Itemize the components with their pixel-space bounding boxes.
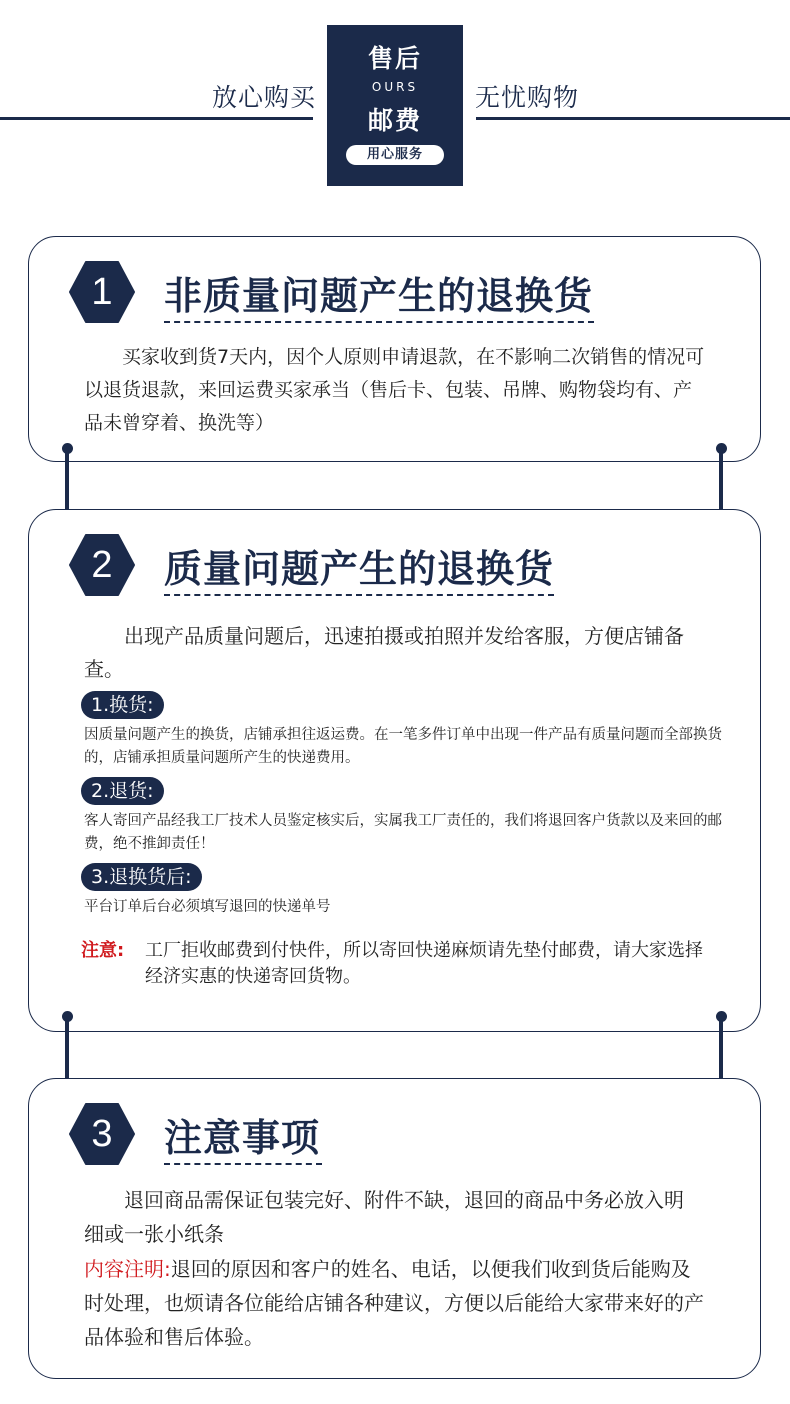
section3-body: 退回商品需保证包装完好、附件不缺，退回的商品中务必放入明细或一张小纸条 [84, 1188, 684, 1246]
section2-card [28, 509, 761, 1032]
section3-note [84, 1252, 710, 1354]
section2-text-exchange: 因质量问题产生的换货，店铺承担往返运费。在一笔多件订单中出现一件产品有质量问题而全部换货的，店铺承担质量问题所产生的快递费用。 [84, 727, 722, 766]
header-badge-line2: OURS [371, 80, 419, 94]
section1-body: 买家收到货7天内，因个人原则申请退款，在不影响二次销售的情况可以退货退款，来回运费买家承当（售后卡、包装、吊牌、购物袋均有、产品未曾穿着、换洗等） [84, 346, 705, 434]
section3-card [28, 1078, 761, 1379]
header-badge [327, 25, 463, 186]
section3-number: 3 [91, 1113, 113, 1155]
header-right-slogan: 无忧购物 [475, 83, 580, 112]
header-badge-pill: 用心服务 [346, 145, 444, 165]
section2-tag-after-return: 3.退换货后: [81, 863, 202, 891]
section3-number-badge [69, 1101, 135, 1167]
section3-note-text: 退回的原因和客户的姓名、电话，以便我们收到货后能购及时处理，也烦请各位能给店铺各种建议，方便以后能给大家带来好的产品体验和售后体验。 [84, 1257, 704, 1349]
section2-text-after-return: 平台订单后台必须填写退回的快递单号 [84, 899, 331, 915]
connector-dot [716, 1011, 727, 1022]
section2-title: 质量问题产生的退换货 [164, 547, 555, 591]
header-badge-line1: 售后 [367, 44, 422, 73]
section2-tag-return: 2.退货: [81, 777, 164, 805]
connector-dot [62, 1011, 73, 1022]
section2-intro: 出现产品质量问题后，迅速拍摄或拍照并发给客服，方便店铺备查。 [84, 624, 684, 681]
section1-number-badge [69, 259, 135, 325]
connector-dot [716, 443, 727, 454]
section1-title-underline [164, 321, 594, 323]
section2-number-badge [69, 532, 135, 598]
header-badge-line3: 邮费 [367, 106, 422, 135]
section2-number: 2 [91, 544, 113, 586]
header-line-right [476, 117, 790, 120]
section3-note-label: 内容注明: [84, 1257, 171, 1281]
section2-text-return: 客人寄回产品经我工厂技术人员鉴定核实后，实属我工厂责任的，我们将退回客户货款以及来回的邮费，绝不推卸责任！ [84, 813, 722, 852]
section2-title-underline [164, 594, 554, 596]
section1-card [28, 236, 761, 462]
section2-note-label: 注意: [81, 940, 125, 961]
section3-title-underline [164, 1163, 322, 1165]
header-line-left [0, 117, 313, 120]
section1-number: 1 [91, 271, 113, 313]
section1-title: 非质量问题产生的退换货 [164, 274, 594, 318]
header-left-slogan: 放心购买 [212, 83, 317, 112]
connector-dot [62, 443, 73, 454]
section2-tag-exchange: 1.换货: [81, 691, 164, 719]
section3-title: 注意事项 [164, 1116, 321, 1160]
section2-note-text: 工厂拒收邮费到付快件，所以寄回快递麻烦请先垫付邮费，请大家选择经济实惠的快递寄回货物。 [145, 940, 703, 987]
